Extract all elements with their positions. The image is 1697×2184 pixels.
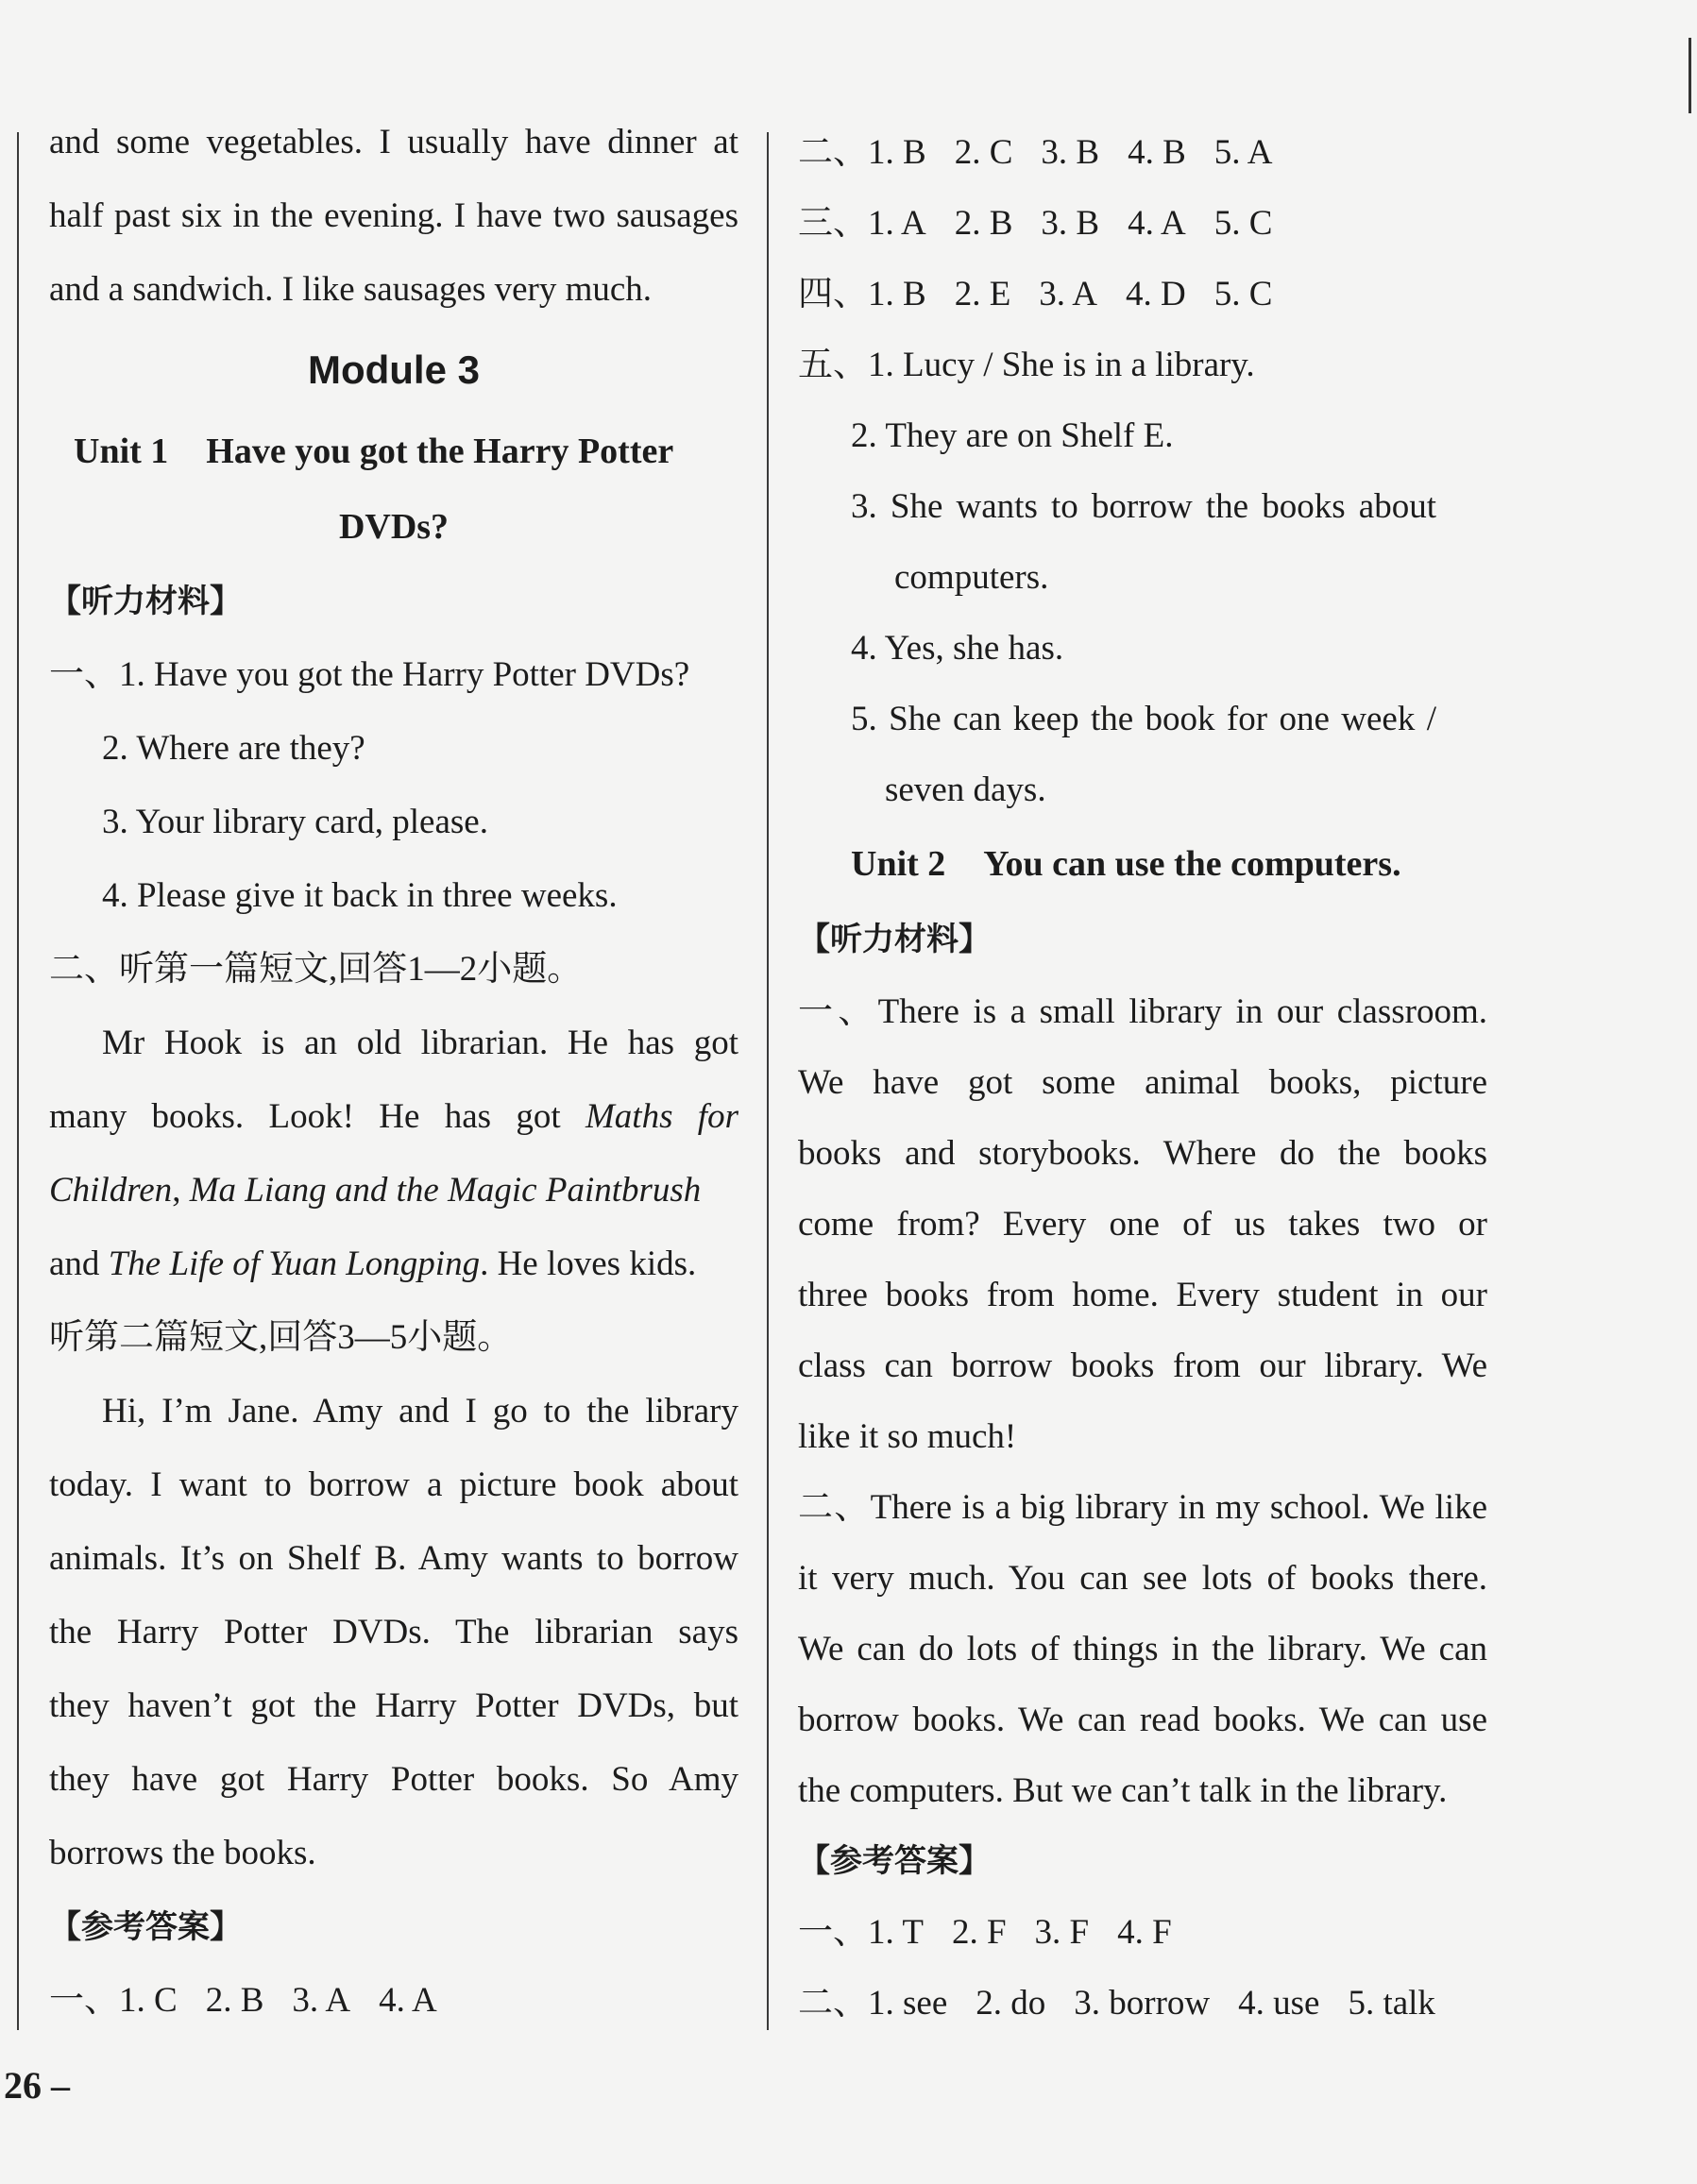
answer-key-tag: 【参考答案】 — [798, 1842, 991, 1880]
answer: 2. C — [954, 133, 1013, 172]
unit-2-title: You can use the computers. — [983, 844, 1401, 884]
answer: 2. B — [205, 1981, 264, 2020]
answer-row — [49, 1964, 738, 2038]
section-prefix: 一、 — [49, 655, 119, 694]
answer: 3. A — [292, 1981, 351, 2020]
list-item: 2. Where are they? — [102, 729, 365, 768]
text-line: they have got Harry Potter books. So Amy — [49, 1760, 738, 1799]
answer-row — [798, 1897, 1487, 1968]
answer-line: 2. They are on Shelf E. — [851, 416, 1174, 455]
answer: 1. Lucy / She is in a library. — [868, 346, 1255, 384]
answer-line: 3. She wants to borrow the books about — [851, 487, 1436, 526]
book-title: Children — [49, 1171, 173, 1210]
unit-1-title: Have you got the Harry Potter — [206, 432, 674, 471]
left-column — [49, 106, 738, 2038]
answer-line: 4. Yes, she has. — [851, 629, 1064, 668]
answer: 3. A — [1039, 275, 1097, 313]
list-item: 4. Please give it back in three weeks. — [102, 876, 618, 915]
text-line: 一、There is a small library in our classroom. — [798, 992, 1487, 1031]
listening-material-tag: 【听力材料】 — [49, 583, 242, 620]
section-prefix: 二、 — [798, 1984, 868, 2023]
text-line: Hi, I’m Jane. Amy and I go to the library — [102, 1392, 738, 1431]
text-run: many books. Look! He has got — [49, 1097, 585, 1136]
right-column — [798, 117, 1487, 2039]
answer: 1. T — [868, 1913, 924, 1952]
answer: 4. D — [1125, 275, 1186, 313]
answer: 3. F — [1034, 1913, 1090, 1952]
answer: 2. E — [954, 275, 1011, 313]
text-line: they haven’t got the Harry Potter DVDs, but — [49, 1686, 738, 1725]
text-line: books and storybooks. Where do the books — [798, 1134, 1487, 1173]
text-line: class can borrow books from our library. We — [798, 1346, 1487, 1385]
text-line: and some vegetables. I usually have dinner at — [49, 123, 738, 161]
text-line: borrows the books. — [49, 1834, 316, 1872]
answer: 2. F — [951, 1913, 1007, 1952]
left-margin-rule — [17, 132, 19, 2030]
answer: 1. B — [868, 133, 926, 172]
answer-line: 5. She can keep the book for one week / — [851, 700, 1436, 738]
text-line: 二、There is a big library in my school. We like — [798, 1488, 1487, 1527]
text-line — [49, 1080, 738, 1154]
text-line: the computers. But we can’t talk in the library. — [798, 1771, 1448, 1810]
text-line — [49, 1227, 738, 1301]
text-line: it very much. You can see lots of books there. — [798, 1559, 1487, 1598]
page-edge-mark — [1689, 38, 1691, 113]
answer: 3. B — [1041, 133, 1100, 172]
answer-row — [798, 330, 1487, 400]
book-title: Ma Liang and the Magic Paintbrush — [189, 1171, 702, 1210]
answer: 2. do — [976, 1984, 1046, 2023]
section-prefix: 一、 — [798, 1913, 868, 1952]
answer: 1. C — [119, 1981, 178, 2020]
item-text: 1. Have you got the Harry Potter DVDs? — [119, 655, 690, 694]
text-line: like it so much! — [798, 1417, 1017, 1456]
answer-row — [798, 259, 1487, 330]
text-line: Mr Hook is an old librarian. He has got — [102, 1024, 738, 1062]
text-line: animals. It’s on Shelf B. Amy wants to borrow — [49, 1539, 738, 1578]
text-line: and a sandwich. I like sausages very much. — [49, 270, 653, 309]
answer: 4. A — [379, 1981, 437, 2020]
section-prefix: 五、 — [798, 346, 868, 384]
book-title: The Life of Yuan Longping — [108, 1244, 481, 1283]
text-line: We have got some animal books, picture — [798, 1063, 1487, 1102]
text-line: come from? Every one of us takes two or — [798, 1205, 1487, 1244]
text-line: We can do lots of things in the library. We can — [798, 1630, 1487, 1668]
list-item: 3. Your library card, please. — [102, 803, 488, 841]
listening-material-tag: 【听力材料】 — [798, 921, 991, 958]
section-prefix: 三、 — [798, 204, 868, 243]
text-line — [49, 1154, 738, 1227]
answer: 5. A — [1213, 133, 1273, 172]
text-run: and — [49, 1244, 109, 1283]
answer-key-tag: 【参考答案】 — [49, 1908, 242, 1946]
section-heading: 听第二篇短文,回答3—5小题。 — [49, 1318, 513, 1357]
section-prefix: 二、 — [798, 133, 868, 172]
unit-2-heading — [798, 825, 1487, 903]
section-prefix: 一、 — [49, 1981, 119, 2020]
text-line: half past six in the evening. I have two sausages — [49, 196, 738, 235]
answer: 1. B — [868, 275, 926, 313]
unit-1-title-cont: DVDs? — [338, 507, 450, 547]
list-item — [49, 638, 738, 712]
unit-1-number: Unit 1 — [74, 432, 169, 471]
unit-1-heading — [49, 414, 738, 489]
answer-row — [798, 117, 1487, 188]
page-number: 26 – — [4, 2064, 70, 2107]
text-line: borrow books. We can read books. We can use — [798, 1701, 1487, 1739]
answer: 5. C — [1213, 275, 1273, 313]
answer: 4. use — [1238, 1984, 1320, 2023]
text-line: three books from home. Every student in our — [798, 1276, 1487, 1314]
answer: 1. A — [868, 204, 926, 243]
column-divider-rule — [767, 132, 769, 2030]
answer: 2. B — [954, 204, 1013, 243]
answer: 4. F — [1117, 1913, 1172, 1952]
answer-row — [798, 1968, 1487, 2039]
answer: 3. borrow — [1074, 1984, 1211, 2023]
answer: 3. B — [1041, 204, 1100, 243]
answer: 5. C — [1213, 204, 1273, 243]
text-run: , — [172, 1171, 190, 1210]
text-line: the Harry Potter DVDs. The librarian says — [49, 1613, 738, 1651]
text-run: . He loves kids. — [480, 1244, 697, 1283]
text-line: today. I want to borrow a picture book about — [49, 1465, 738, 1504]
answer: 1. see — [868, 1984, 948, 2023]
answer-line: seven days. — [885, 770, 1046, 809]
answer: 4. A — [1128, 204, 1186, 243]
answer: 5. talk — [1348, 1984, 1435, 2023]
answer: 4. B — [1128, 133, 1186, 172]
answer-line: computers. — [894, 558, 1049, 597]
section-heading: 二、听第一篇短文,回答1—2小题。 — [49, 950, 583, 989]
unit-2-number: Unit 2 — [851, 844, 946, 884]
book-title: Maths for — [585, 1097, 738, 1136]
section-prefix: 四、 — [798, 275, 868, 313]
answer-row — [798, 188, 1487, 259]
module-heading: Module 3 — [307, 347, 480, 392]
